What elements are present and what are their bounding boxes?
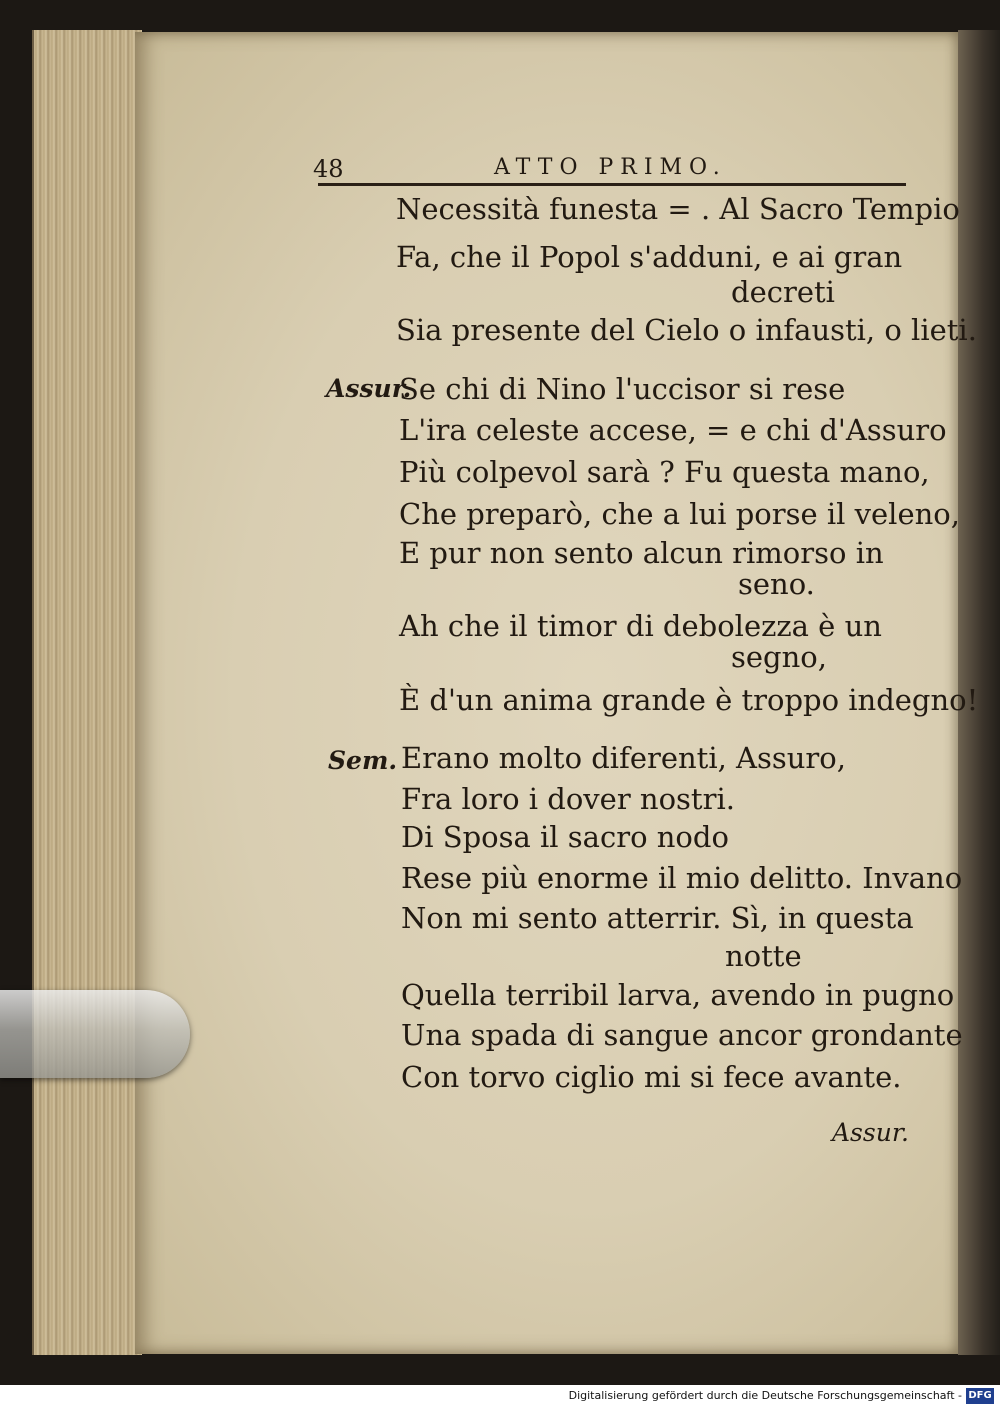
verse-line-continuation: decreti — [731, 275, 835, 309]
verse-line-continuation: segno, — [731, 640, 827, 674]
verse-line: Rese più enorme il mio delitto. Invano — [401, 861, 963, 895]
verse-line: È d'un anima grande è troppo indegno! — [399, 683, 979, 717]
running-title: ATTO PRIMO. — [494, 155, 727, 180]
verse-line: Se chi di Nino l'uccisor si rese — [399, 372, 846, 406]
verse-line: Quella terribil larva, avendo in pugno — [401, 978, 955, 1012]
verse-line: Con torvo ciglio mi si fece avante. — [401, 1060, 902, 1094]
verse-line: Necessità funesta = . Al Sacro Tempio — [396, 192, 960, 226]
verse-line: Ah che il timor di debolezza è un — [399, 609, 882, 643]
verse-line: Erano molto diferenti, Assuro, — [401, 741, 846, 775]
verse-line: Sia presente del Cielo o infausti, o lieti. — [396, 313, 977, 347]
footer-credit: Digitalisierung gefördert durch die Deutsche Forschungsgemeinschaft - — [568, 1389, 962, 1402]
speaker-name: Assur. — [326, 374, 412, 403]
verse-line: Fra loro i dover nostri. — [401, 782, 735, 816]
page-number: 48 — [313, 155, 344, 183]
verse-line: E pur non sento alcun rimorso in — [399, 536, 884, 570]
catchword: Assur. — [832, 1118, 909, 1147]
verse-line: L'ira celeste accese, = e chi d'Assuro — [399, 413, 947, 447]
verse-line: Più colpevol sarà ? Fu questa mano, — [399, 455, 930, 489]
verse-line: Fa, che il Popol s'adduni, e ai gran — [396, 240, 903, 274]
page-stack-edges — [32, 30, 142, 1355]
digitization-footer — [0, 1385, 1000, 1408]
verse-line: Una spada di sangue ancor grondante — [401, 1018, 963, 1052]
verse-line: Che preparò, che a lui porse il veleno, — [399, 497, 960, 531]
verse-line: Di Sposa il sacro nodo — [401, 820, 729, 854]
verse-line-continuation: notte — [725, 939, 802, 973]
dfg-logo-icon: DFG — [966, 1388, 994, 1404]
page-holder-clip — [0, 990, 190, 1078]
verse-line-continuation: seno. — [738, 567, 815, 601]
header-rule — [318, 183, 906, 186]
speaker-name: Sem. — [328, 746, 398, 775]
verse-line: Non mi sento atterrir. Sì, in questa — [401, 901, 914, 935]
